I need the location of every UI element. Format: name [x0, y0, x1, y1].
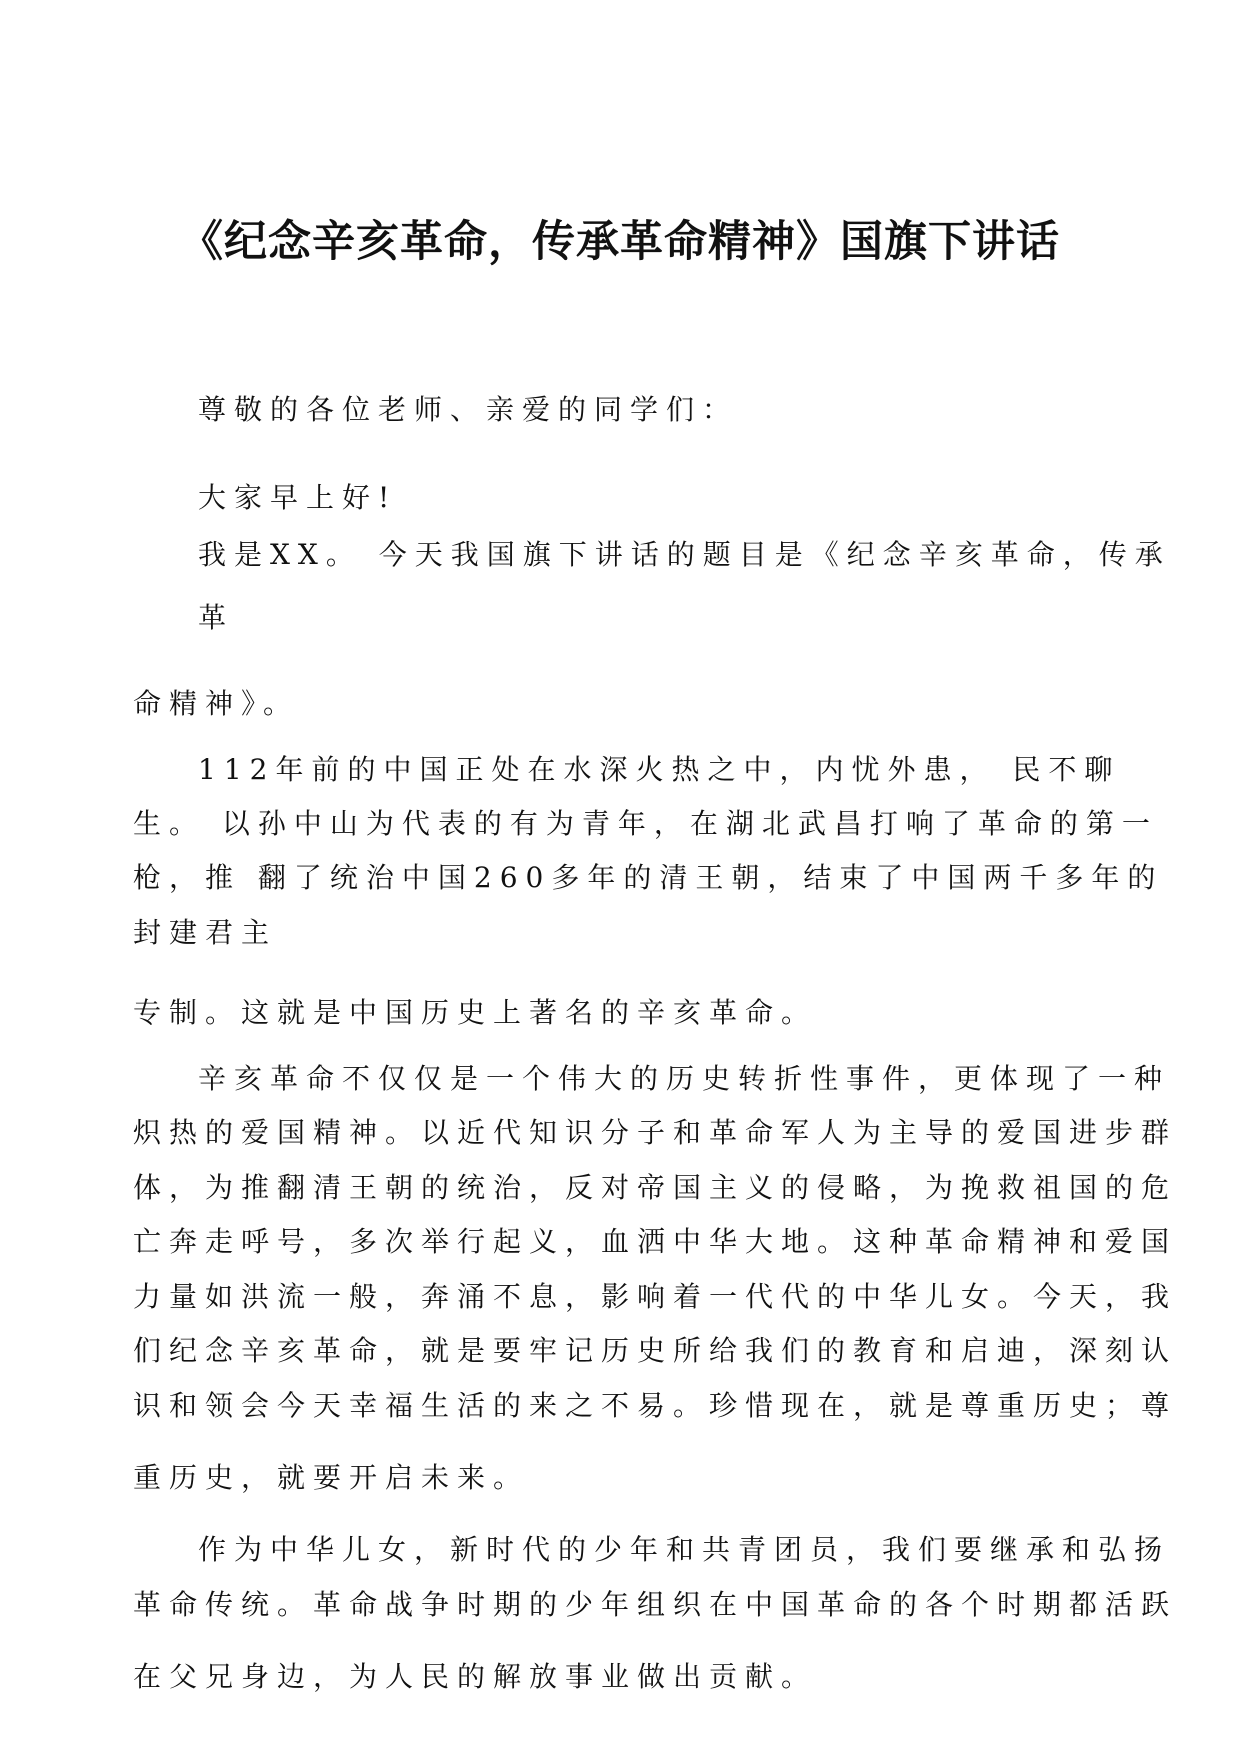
text-line: 枪，推 翻了统治中国260多年的清王朝，结束了中国两千多年的: [133, 861, 1164, 894]
text-line: 们纪念辛亥革命，就是要牢记历史所给我们的教育和启迪，深刻认: [133, 1334, 1178, 1367]
text-line: 作为中华儿女，新时代的少年和共青团员，我们要继承和弘扬: [198, 1533, 1171, 1566]
text-line: 识和领会今天幸福生活的来之不易。珍惜现在，就是尊重历史；尊: [133, 1389, 1178, 1422]
text-line: 体，为推翻清王朝的统治，反对帝国主义的侵略，为挽救祖国的危: [133, 1171, 1178, 1204]
text-line: 封建君主: [133, 916, 278, 949]
text-line: 在父兄身边，为人民的解放事业做出贡献。: [133, 1660, 818, 1693]
text-line: 辛亥革命不仅仅是一个伟大的历史转折性事件，更体现了一种: [198, 1062, 1171, 1095]
page-title: 《纪念辛亥革命，传承革命精神》国旗下讲话: [180, 217, 1060, 267]
text-line: 命精神》。: [133, 687, 300, 720]
text-line: 重历史，就要开启未来。: [133, 1461, 530, 1494]
text-line: 大家早上好!: [198, 481, 398, 514]
text-line: 生。 以孙中山为代表的有为青年，在湖北武昌打响了革命的第一: [133, 807, 1158, 840]
text-line: 力量如洪流一般，奔涌不息，影响着一代代的中华儿女。今天，我: [133, 1280, 1178, 1313]
text-line: 炽热的爱国精神。以近代知识分子和革命军人为主导的爱国进步群: [133, 1116, 1178, 1149]
text-line: 专制。这就是中国历史上著名的辛亥革命。: [133, 996, 818, 1029]
text-line: 112年前的中国正处在水深火热之中，内忧外患， 民不聊: [198, 753, 1121, 786]
text-line: 我是XX。 今天我国旗下讲话的题目是《纪念辛亥革命，传承: [198, 538, 1171, 571]
text-line: 革命传统。革命战争时期的少年组织在中国革命的各个时期都活跃: [133, 1588, 1178, 1621]
text-line: 亡奔走呼号，多次举行起义，血洒中华大地。这种革命精神和爱国: [133, 1225, 1178, 1258]
text-line: 尊敬的各位老师、亲爱的同学们：: [198, 393, 739, 426]
text-line: 革: [198, 601, 235, 634]
